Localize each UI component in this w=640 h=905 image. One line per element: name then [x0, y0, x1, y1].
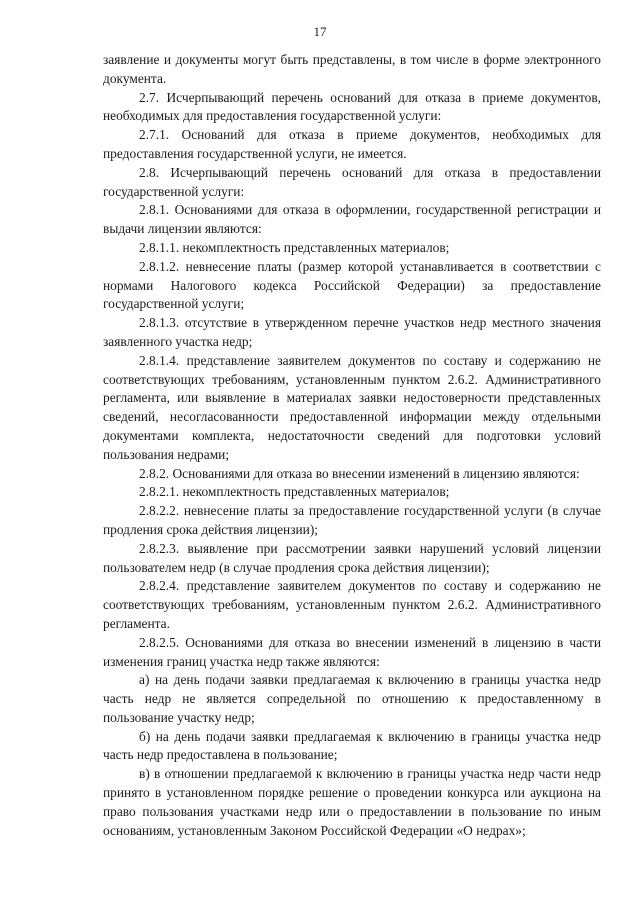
paragraph-2-8-2-3: 2.8.2.3. выявление при рассмотрении заявки нарушений условий лицензии пользователем недр (в случае продления срока действия лицензии); — [103, 540, 601, 575]
paragraph-2-8-1: 2.8.1. Основаниями для отказа в оформлении, государственной регистрации и выдачи лицензии являются: — [103, 202, 601, 237]
list-item-v: в) в отношении предлагаемой к включению в границы участка недр части недр принято в установленном порядке решение о проведении конкурса или аукциона на право пользования участками недр или о предоставлении в пользование по иным основаниям, установленным Законом Российской Федерации «О недрах»; — [103, 766, 601, 838]
paragraph-2-8-2-4: 2.8.2.4. представление заявителем документов по составу и содержанию не соответствующих требованиям, установленным пунктом 2.6.2. Административного регламента. — [103, 578, 601, 631]
list-item-a: а) на день подачи заявки предлагаемая к включению в границы участка недр часть недр не является сопредельной по отношению к предоставленному в пользование участку недр; — [103, 672, 601, 725]
paragraph-continuation: заявление и документы могут быть представлены, в том числе в форме электронного документа. — [103, 52, 601, 86]
paragraph-2-8-1-3: 2.8.1.3. отсутствие в утвержденном перечне участков недр местного значения заявленного участка недр; — [103, 315, 601, 349]
paragraph-2-8-2-5: 2.8.2.5. Основаниями для отказа во внесении изменений в лицензию в части изменения границ участка недр также являются: — [103, 634, 601, 669]
paragraph-2-8: 2.8. Исчерпывающий перечень оснований для отказа в предоставлении государственной услуги: — [103, 164, 601, 199]
paragraph-2-8-2-1: 2.8.2.1. некомплектность представленных материалов; — [139, 484, 450, 500]
page-number: 17 — [313, 24, 327, 39]
paragraph-2-7-1: 2.7.1. Оснований для отказа в приеме документов, необходимых для предоставления государственной услуги, не имеется. — [103, 127, 601, 161]
list-item-b: б) на день подачи заявки предлагаемая к включению в границы участка недр часть недр предоставлена в пользование; — [103, 728, 601, 763]
paragraph-2-8-1-1: 2.8.1.1. некомплектность представленных материалов; — [139, 239, 450, 255]
document-body — [103, 51, 601, 840]
paragraph-2-8-1-4: 2.8.1.4. представление заявителем документов по составу и содержанию не соответствующих требованиям, установленным пунктом 2.6.2. Административного регламента, или выявление в материалах заявки недостоверности представленных сведений, несогласованности предоставленной информации между отдельными документами комплекта, недостаточности сведений для подготовки условий пользования недрами; — [103, 352, 601, 462]
paragraph-2-8-2: 2.8.2. Основаниями для отказа во внесении изменений в лицензию являются: — [139, 465, 580, 481]
paragraph-2-8-2-2: 2.8.2.2. невнесение платы за предоставление государственной услуги (в случае продления срока действия лицензии); — [103, 503, 601, 537]
paragraph-2-7: 2.7. Исчерпывающий перечень оснований для отказа в приеме документов, необходимых для предоставления государственной услуги: — [103, 89, 601, 124]
paragraph-2-8-1-2: 2.8.1.2. невнесение платы (размер которой устанавливается в соответствии с нормами Налогового кодекса Российской Федерации) за предоставление государственной услуги; — [103, 258, 601, 312]
